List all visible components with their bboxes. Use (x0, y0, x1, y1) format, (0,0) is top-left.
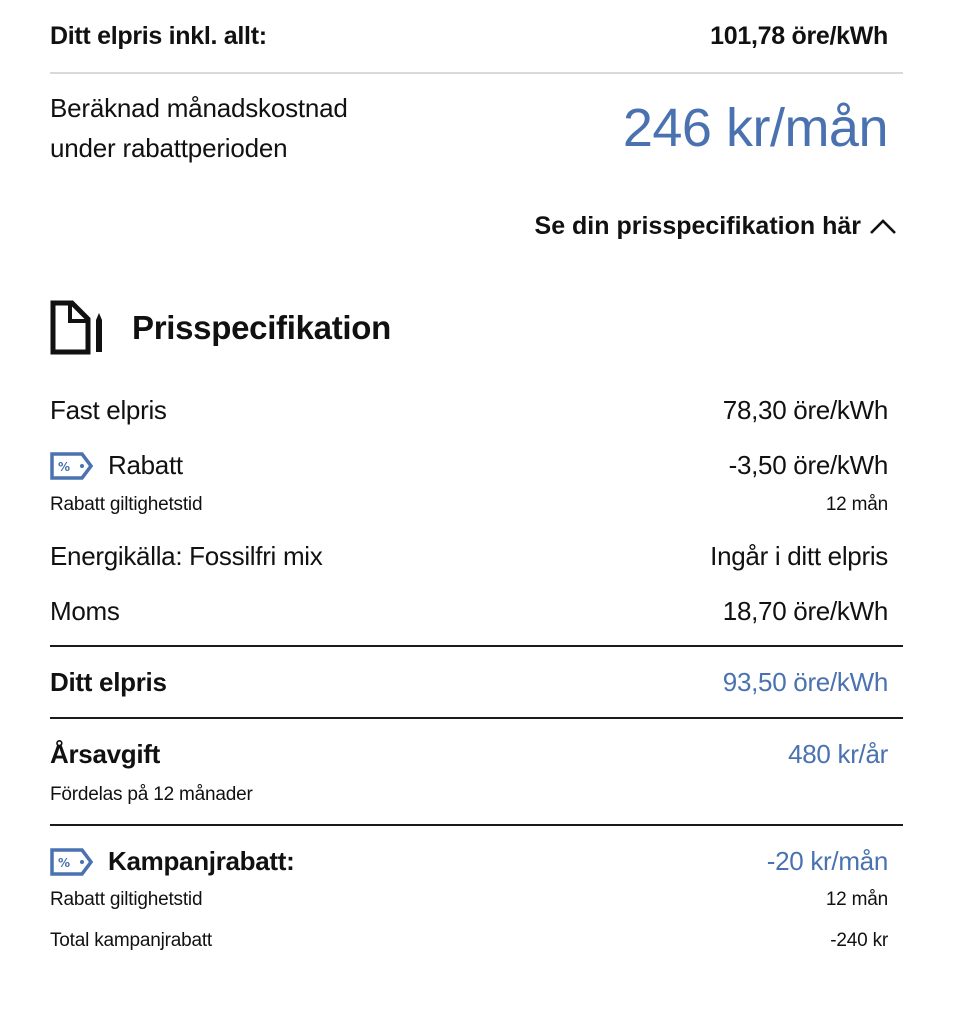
monthly-cost-label-line1: Beräknad månadskostnad (50, 93, 348, 123)
divider (50, 824, 903, 826)
row-label: Årsavgift (50, 739, 160, 769)
spec-row-rabatt (50, 450, 888, 481)
spec-row-kampanjrabatt (50, 846, 888, 877)
row-value: -3,50 öre/kWh (728, 450, 888, 480)
discount-tag-icon (50, 452, 94, 480)
monthly-cost-label (50, 88, 348, 168)
kampanj-row-total (50, 930, 888, 952)
row-label: Kampanjrabatt: (108, 846, 295, 876)
row-value: 12 mån (825, 889, 888, 910)
spec-row-ditt-elpris (50, 667, 888, 698)
divider (50, 645, 903, 647)
total-price-label: Ditt elpris inkl. allt: (50, 22, 267, 50)
row-label: Rabatt giltighetstid (50, 494, 203, 515)
row-value: 480 kr/år (788, 739, 888, 769)
row-label: Total kampanjrabatt (50, 930, 213, 951)
price-spec-toggle-label: Se din prisspecifikation här (534, 212, 861, 240)
row-value: Ingår i ditt elpris (710, 541, 888, 571)
row-value: -240 kr (830, 930, 888, 951)
spec-row-moms (50, 596, 888, 627)
spec-row-fast-elpris (50, 395, 888, 426)
price-spec-toggle-button[interactable] (535, 212, 897, 241)
row-label: Ditt elpris (50, 667, 167, 697)
arsavgift-note: Fördelas på 12 månader (50, 784, 253, 805)
row-label: Rabatt giltighetstid (50, 889, 203, 910)
svg-text:%: % (58, 855, 71, 870)
price-spec-title: Prisspecifikation (132, 309, 391, 346)
total-price-row (50, 22, 888, 51)
row-value: 78,30 öre/kWh (722, 395, 888, 425)
svg-text:%: % (58, 459, 70, 474)
monthly-cost-label-line2: under rabattperioden (50, 133, 288, 163)
row-label: Moms (50, 596, 120, 626)
total-price-value: 101,78 öre/kWh (710, 22, 888, 50)
row-value: 12 mån (825, 494, 888, 515)
row-label: Energikälla: Fossilfri mix (50, 541, 323, 571)
row-label: Fast elpris (50, 395, 167, 425)
row-value: 93,50 öre/kWh (722, 667, 888, 697)
divider (50, 717, 903, 719)
monthly-cost-value: 246 kr/mån (622, 98, 888, 158)
row-value: 18,70 öre/kWh (722, 596, 888, 626)
row-label: Rabatt (108, 450, 183, 480)
document-pencil-icon (50, 300, 104, 356)
chevron-up-icon (869, 217, 897, 237)
spec-row-arsavgift (50, 739, 888, 770)
spec-row-rabatt-validity (50, 494, 888, 516)
price-spec-heading (50, 300, 888, 356)
discount-tag-icon (50, 848, 94, 876)
spec-row-energy-source (50, 541, 888, 572)
row-value: -20 kr/mån (766, 846, 888, 876)
monthly-cost-row (50, 88, 888, 168)
kampanj-row-validity (50, 889, 888, 911)
divider (50, 72, 903, 74)
